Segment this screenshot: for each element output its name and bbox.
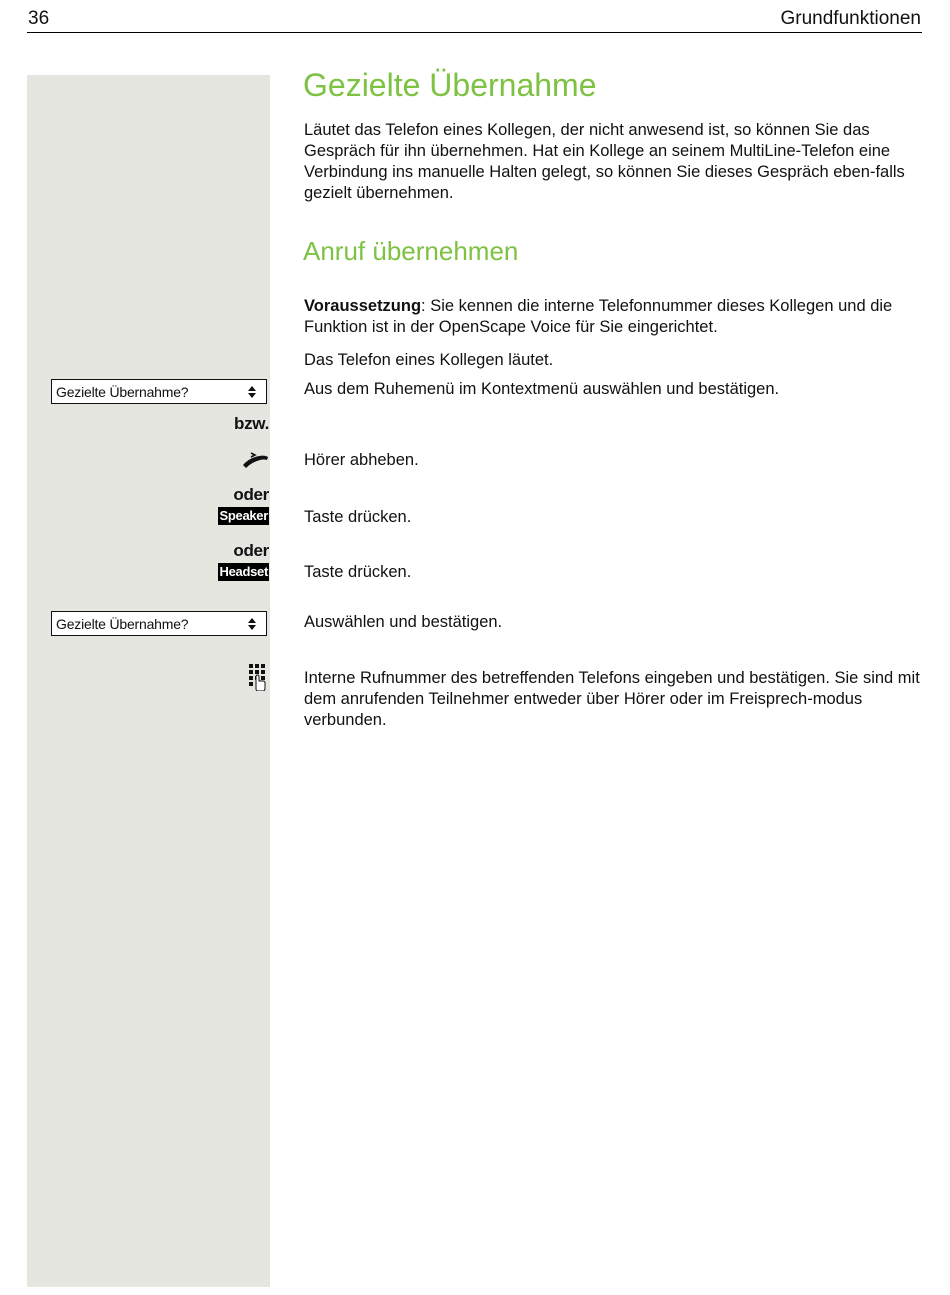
intro-paragraph: [304, 120, 924, 204]
headset-key[interactable]: Headset: [219, 564, 268, 579]
up-down-arrows-icon-2: [248, 618, 256, 630]
up-down-arrows-icon: [248, 386, 256, 398]
step-keypad-text: Interne Rufnummer des betreffenden Telefons eingeben und bestätigen. Sie sind mit dem anrufenden Teilnehmer entweder über Hörer oder im Freisprech-modus verbunden.: [304, 669, 920, 729]
sidebar-column: [27, 75, 270, 1287]
prerequisite-label: Voraussetzung: [304, 297, 422, 315]
step-select-menu-text: Aus dem Ruhemenü im Kontextmenü auswählen und bestätigen.: [304, 380, 780, 398]
menu-option-label: Gezielte Übernahme?: [56, 384, 189, 400]
page-header: [27, 6, 922, 33]
ringing-text: Das Telefon eines Kollegen läutet.: [304, 351, 554, 369]
menu-option-gezielte-uebernahme[interactable]: [51, 379, 267, 404]
intro-text: Läutet das Telefon eines Kollegen, der nicht anwesend ist, so können Sie das Gespräch für ihn übernehmen. Hat ein Kollege an seinem MultiLine-Telefon eine Verbindung ins manuelle Halten gelegt, so können Sie dieses Gespräch eben-falls gezielt übernehmen.: [304, 121, 905, 202]
oder-label-1: oder: [233, 485, 269, 504]
page-number: 36: [28, 8, 50, 29]
prerequisite-paragraph: [304, 296, 924, 338]
step-speaker-text: Taste drücken.: [304, 508, 412, 526]
menu-option-gezielte-uebernahme-2[interactable]: [51, 611, 267, 636]
section-subtitle: Anruf übernehmen: [303, 236, 519, 266]
step-headset-text: Taste drücken.: [304, 563, 412, 581]
speaker-key[interactable]: Speaker: [219, 508, 268, 523]
step-handset-text: Hörer abheben.: [304, 451, 419, 469]
step-select-confirm-text: Auswählen und bestätigen.: [304, 613, 503, 631]
section-title: Grundfunktionen: [780, 8, 921, 29]
bzw-label: bzw.: [234, 414, 269, 433]
oder-label-2: oder: [233, 541, 269, 560]
page-title: Gezielte Übernahme: [303, 67, 597, 103]
menu-option-label-2: Gezielte Übernahme?: [56, 616, 189, 632]
keypad-icon: [248, 663, 268, 696]
handset-icon: [240, 449, 270, 476]
prerequisite-text: : Sie kennen die interne Telefonnummer dieses Kollegen und die Funktion ist in der OpenScape Voice für Sie eingerichtet.: [304, 297, 893, 336]
